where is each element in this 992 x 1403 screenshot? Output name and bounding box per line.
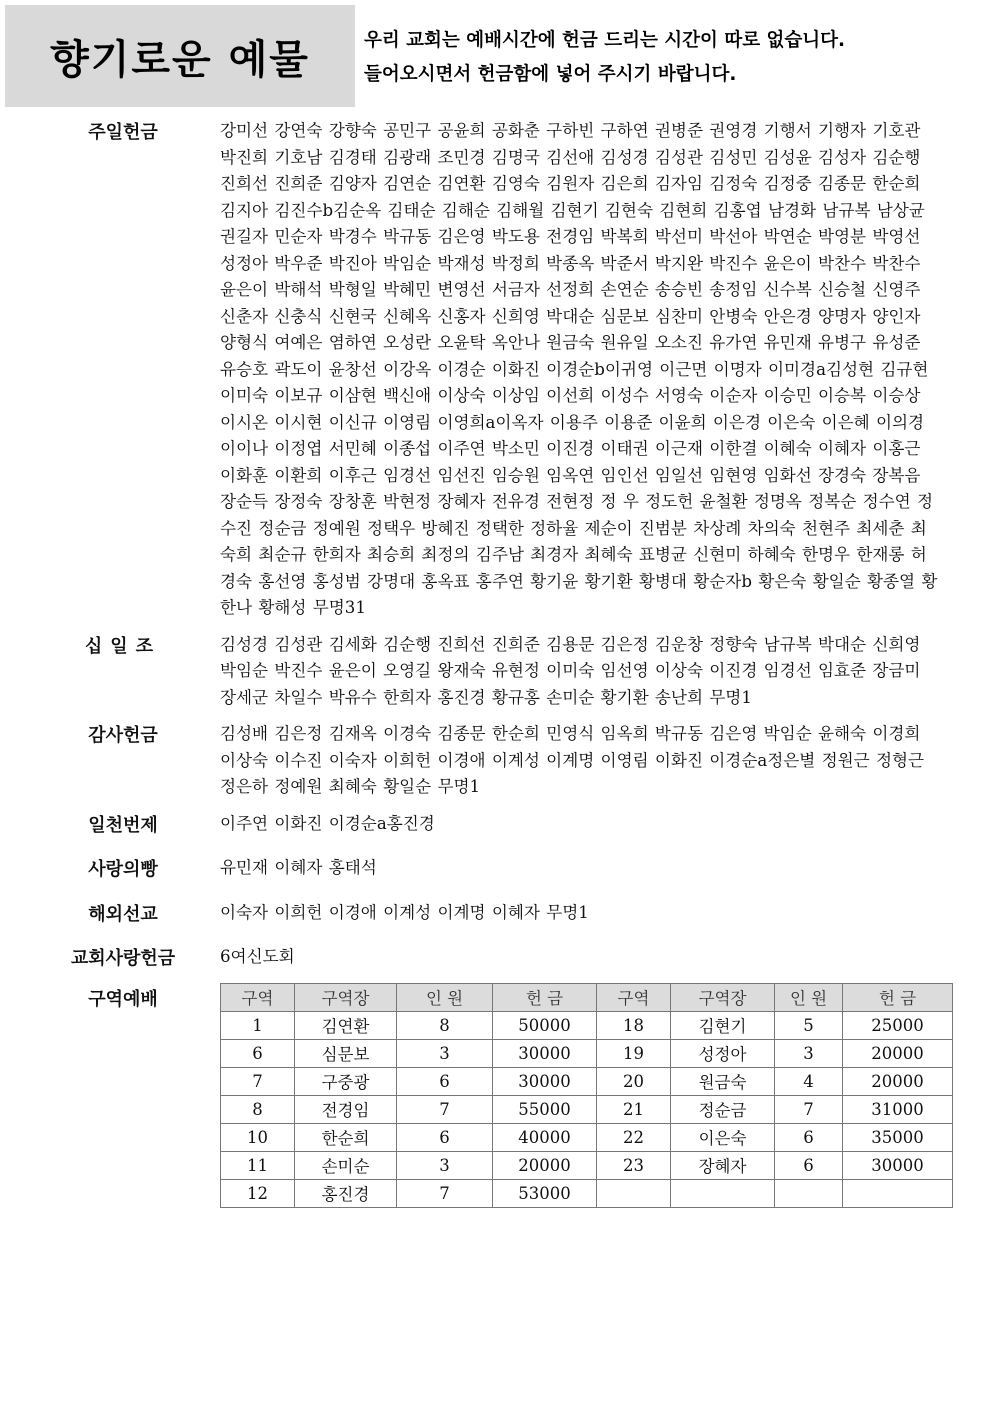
section-label: 구역예배 <box>88 988 158 1010</box>
section-thousand-offering <box>0 811 992 838</box>
table-cell: 31000 <box>843 1095 953 1123</box>
title-box <box>5 5 355 107</box>
section-label: 일천번제 <box>88 814 158 836</box>
section-label: 교회사랑헌금 <box>70 948 176 969</box>
table-cell: 이은숙 <box>671 1123 775 1151</box>
table-row <box>221 1123 953 1151</box>
header-district: 구역 <box>597 983 671 1011</box>
table-cell: 7 <box>775 1095 843 1123</box>
table-cell: 30000 <box>493 1039 597 1067</box>
table-row <box>221 1067 953 1095</box>
section-thanks-offering <box>0 721 992 801</box>
table-cell: 20000 <box>843 1067 953 1095</box>
table-cell: 7 <box>221 1067 295 1095</box>
header-amount: 헌 금 <box>493 983 597 1011</box>
section-tithe <box>0 632 992 712</box>
table-cell: 7 <box>397 1095 493 1123</box>
name-list: 이숙자 이희헌 이경애 이계성 이계명 이혜자 무명1 <box>220 902 589 922</box>
header-members: 인 원 <box>397 983 493 1011</box>
name-list: 6여신도회 <box>220 947 295 966</box>
table-cell: 구중광 <box>295 1067 397 1095</box>
table-cell: 정순금 <box>671 1095 775 1123</box>
table-cell: 1 <box>221 1011 295 1039</box>
section-district-worship <box>0 983 992 1208</box>
table-cell: 55000 <box>493 1095 597 1123</box>
table-cell: 40000 <box>493 1123 597 1151</box>
table-cell: 성정아 <box>671 1039 775 1067</box>
table-cell: 김연환 <box>295 1011 397 1039</box>
table-cell <box>843 1179 953 1207</box>
table-cell <box>775 1179 843 1207</box>
table-cell: 홍진경 <box>295 1179 397 1207</box>
table-cell: 20000 <box>493 1151 597 1179</box>
section-label: 감사헌금 <box>88 725 158 746</box>
table-cell: 8 <box>221 1095 295 1123</box>
table-cell: 6 <box>397 1067 493 1095</box>
table-cell: 6 <box>775 1123 843 1151</box>
table-cell: 6 <box>775 1151 843 1179</box>
table-cell: 장혜자 <box>671 1151 775 1179</box>
header-leader: 구역장 <box>295 983 397 1011</box>
section-label: 사랑의빵 <box>88 859 158 880</box>
section-church-love <box>0 944 992 971</box>
table-cell: 5 <box>775 1011 843 1039</box>
table-cell: 23 <box>597 1151 671 1179</box>
section-label: 해외선교 <box>88 903 158 925</box>
table-cell: 심문보 <box>295 1039 397 1067</box>
table-cell: 6 <box>397 1123 493 1151</box>
table-row <box>221 1179 953 1207</box>
table-cell: 한순희 <box>295 1123 397 1151</box>
table-cell: 원금숙 <box>671 1067 775 1095</box>
section-sunday-offering <box>0 118 992 622</box>
table-cell: 4 <box>775 1067 843 1095</box>
offering-notice <box>364 24 984 92</box>
table-cell: 3 <box>775 1039 843 1067</box>
table-cell: 6 <box>221 1039 295 1067</box>
table-cell: 김현기 <box>671 1011 775 1039</box>
table-cell: 20 <box>597 1067 671 1095</box>
table-cell: 손미순 <box>295 1151 397 1179</box>
table-cell: 30000 <box>493 1067 597 1095</box>
section-overseas-mission <box>0 900 992 927</box>
name-list: 유민재 이혜자 홍태석 <box>220 858 377 877</box>
name-list: 이주연 이화진 이경순a홍진경 <box>220 813 435 833</box>
notice-line-2: 들어오시면서 헌금함에 넣어 주시기 바랍니다. <box>364 64 737 85</box>
offering-sections <box>0 118 992 1218</box>
name-list: 김성경 김성관 김세화 김순행 진희선 진희준 김용문 김은정 김운창 정향숙 남규복 박대순 신희영 박임순 박진수 윤은이 오영길 왕재숙 유현정 이미숙 임선영 이상숙 이진경 임경선 임효준 장금미 장세군 차일수 박유수 한희자 홍진경 황규홍 손미순 황기환 송난희 무명1 <box>220 634 921 707</box>
table-row <box>221 1151 953 1179</box>
table-cell: 10 <box>221 1123 295 1151</box>
page-title: 향기로운 예물 <box>50 36 310 83</box>
table-cell: 20000 <box>843 1039 953 1067</box>
notice-line-1: 우리 교회는 예배시간에 헌금 드리는 시간이 따로 없습니다. <box>364 30 846 51</box>
table-cell: 11 <box>221 1151 295 1179</box>
table-row <box>221 1011 953 1039</box>
section-bread-of-love <box>0 855 992 882</box>
header-leader: 구역장 <box>671 983 775 1011</box>
table-cell: 8 <box>397 1011 493 1039</box>
table-cell: 30000 <box>843 1151 953 1179</box>
table-cell: 19 <box>597 1039 671 1067</box>
table-cell: 22 <box>597 1123 671 1151</box>
table-cell: 25000 <box>843 1011 953 1039</box>
table-header-row <box>221 983 953 1011</box>
district-table <box>220 983 953 1208</box>
table-cell: 18 <box>597 1011 671 1039</box>
table-row <box>221 1039 953 1067</box>
table-cell: 전경임 <box>295 1095 397 1123</box>
table-cell: 50000 <box>493 1011 597 1039</box>
section-label: 주일헌금 <box>88 122 158 143</box>
header-amount: 헌 금 <box>843 983 953 1011</box>
table-cell: 3 <box>397 1151 493 1179</box>
table-cell: 12 <box>221 1179 295 1207</box>
table-cell: 3 <box>397 1039 493 1067</box>
name-list: 김성배 김은정 김재옥 이경숙 김종문 한순희 민영식 임옥희 박규동 김은영 박임순 윤해숙 이경희 이상숙 이수진 이숙자 이희헌 이경애 이계성 이계명 이영림 이화진 이경순a정은별 정원근 정형근 정은하 정예원 최혜숙 황일순 무명1 <box>220 724 925 796</box>
table-cell: 35000 <box>843 1123 953 1151</box>
section-label: 십일조 <box>84 635 162 657</box>
name-list: 강미선 강연숙 강향숙 공민구 공윤희 공화춘 구하빈 구하연 권병준 권영경 기행서 기행자 기호관 박진희 기호남 김경태 김광래 조민경 김명국 김선애 김성경 김성관 김성민 김성윤 김성자 김순행 진희선 진희준 김양자 김연순 김연환 김영숙 김원자 김은희 김자임 김정숙 김정중 김종문 한순희 김지아 김진수b김순옥 김태순 김해순 김해월 김현기 김현숙 김현희 김홍엽 남경화 남규복 남상균 권길자 민순자 박경수 박규동 김은영 박도용 전경임 박복희 박선미 박선아 박연순 박영분 박영선 성정아 박우준 박진아 박임순 박재성 박정희 박종옥 박준서 박지완 박진수 윤은이 박찬수 박찬수 윤은이 박해석 박형일 박혜민 변영선 서금자 선정희 손연순 송승빈 송정임 신수복 신승철 신영주 신춘자 신충식 신현국 신혜옥 신홍자 신희영 박대순 심문보 심찬미 안병숙 안은경 양명자 양인자 양형식 여예은 염하연 오성란 오윤탁 옥안나 원금숙 원유일 오소진 유가연 유민재 유병구 유성준 유승호 곽도이 윤창선 이강옥 이경순 이화진 이경순b이귀영 이근면 이명자 이미경a김성현 김규현 이미숙 이보규 이삼현 백신애 이상숙 이상임 이선희 이성수 서영숙 이순자 이승민 이승복 이승상 이시온 이시현 이신규 이영림 이영희a이옥자 이용주 이용준 이윤희 이은경 이은숙 이은혜 이의경 이이나 이정엽 서민혜 이종섭 이주연 박소민 이진경 이태권 이근재 이한결 이혜숙 이혜자 이홍근 이화훈 이환희 이후근 임경선 임선진 임승원 임옥연 임인선 임일선 임현영 임화선 장경숙 장복음 장순득 장정숙 장창훈 박현정 장혜자 전유경 전현정 정 우 정도헌 윤철환 정명옥 정복순 정수연 정수진 정순금 정예원 정택우 방혜진 정택한 정하율 제순이 진범분 차상례 차의숙 천현주 최세춘 최숙희 최순규 한희자 최승희 최정의 김주남 최경자 최혜숙 표병균 신현미 하혜숙 한명우 한재롱 허경숙 홍선영 홍성범 강명대 홍옥표 홍주연 황기윤 황기환 황병대 황순자b 황은숙 황일순 황종열 황한나 황해성 무명31 <box>220 121 938 617</box>
table-cell: 7 <box>397 1179 493 1207</box>
header-district: 구역 <box>221 983 295 1011</box>
header-members: 인 원 <box>775 983 843 1011</box>
table-cell <box>597 1179 671 1207</box>
table-cell: 21 <box>597 1095 671 1123</box>
table-row <box>221 1095 953 1123</box>
table-cell: 53000 <box>493 1179 597 1207</box>
table-cell <box>671 1179 775 1207</box>
